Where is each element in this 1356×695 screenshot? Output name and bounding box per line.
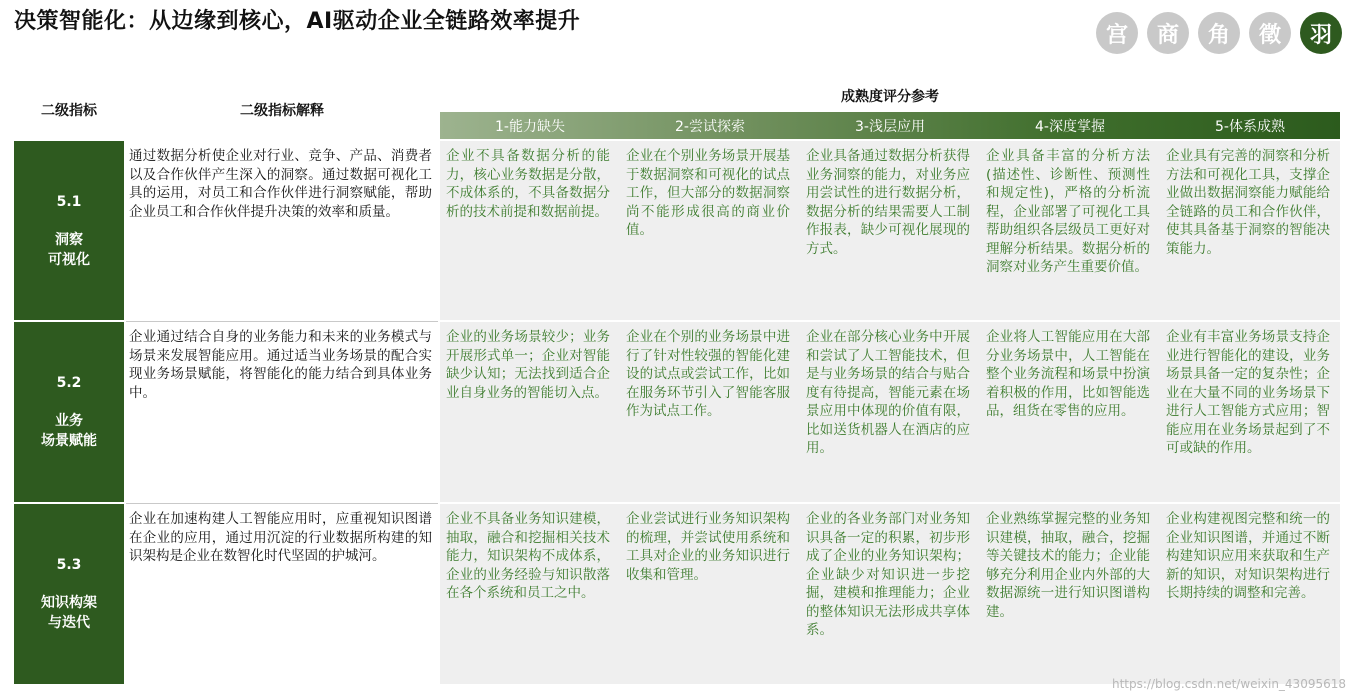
indicator-name-line1: 洞察 xyxy=(55,231,83,248)
level-2-text: 企业在个别的业务场景中进行了针对性较强的智能化建设的试点或尝试工作，比如在服务环节引入了智能客服作为试点工作。 xyxy=(626,329,790,419)
level-4-text: 企业熟练掌握完整的业务知识建模，抽取，融合，挖掘等关键技术的能力；企业能够充分利用企业内外部的大数据源统一进行知识图谱构建。 xyxy=(986,511,1150,620)
level-2-text: 企业尝试进行业务知识架构的梳理，并尝试使用系统和工具对企业的业务知识进行收集和管理。 xyxy=(626,511,790,583)
level-4-text: 企业具备丰富的分析方法(描述性、诊断性、预测性和规定性)，严格的分析流程，企业部署了可视化工具帮助组织各层级员工更好对理解分析结果。数据分析的洞察对业务产生重要价值。 xyxy=(986,148,1150,275)
indicator-code: 5.3 xyxy=(56,557,82,573)
level-3-text: 企业在部分核心业务中开展和尝试了人工智能技术，但是与业务场景的结合与贴合度有待提高，智能元素在场景应用中体现的价值有限，比如送货机器人在酒店的应用。 xyxy=(806,329,970,456)
table-row xyxy=(14,322,1340,502)
seal-row xyxy=(1096,12,1342,54)
level-1-text: 企业的业务场景较少；业务开展形式单一；企业对智能缺少认知；无法找到适合企业自身业务的智能切入点。 xyxy=(446,329,610,401)
seal-yu-icon: 羽 xyxy=(1300,12,1342,54)
indicator-code: 5.2 xyxy=(56,375,82,391)
level-3-text: 企业的各业务部门对业务知识具备一定的积累，初步形成了企业的业务知识架构；企业缺少对知识进一步挖掘，建模和推理能力；企业的整体知识无法形成共享体系。 xyxy=(806,511,970,638)
indicator-description: 企业在加速构建人工智能应用时，应重视知识图谱在企业的应用，通过用沉淀的行业数据所构建的知识架构是企业在数智化时代坚固的护城河。 xyxy=(129,511,432,564)
table-row xyxy=(14,504,1340,684)
header-secondary-indicator: 二级指标 xyxy=(41,103,97,119)
level-5-text: 企业有丰富业务场景支持企业进行智能化的建设，业务场景具备一定的复杂性；企业在大量不同的业务场景下进行人工智能方式应用；智能应用在业务场景起到了不可或缺的作用。 xyxy=(1166,329,1330,456)
seal-shang-icon: 商 xyxy=(1147,12,1189,54)
level-header-3: 3-浅层应用 xyxy=(855,118,925,135)
indicator-name-line1: 知识构架 xyxy=(41,595,97,611)
indicator-cell xyxy=(14,141,124,320)
level-3-text: 企业具备通过数据分析获得业务洞察的能力，对业务应用尝试性的进行数据分析，数据分析的结果需要人工制作报表，缺少可视化展现的方式。 xyxy=(806,148,970,257)
header-indicator-explanation: 二级指标解释 xyxy=(240,103,324,119)
maturity-level-header xyxy=(440,112,1340,139)
level-5-text: 企业构建视图完整和统一的企业知识图谱，并通过不断构建知识应用来获取和生产新的知识，对知识架构进行长期持续的调整和完善。 xyxy=(1166,511,1330,601)
level-header-4: 4-深度掌握 xyxy=(1035,118,1105,135)
watermark-url: https://blog.csdn.net/weixin_43095618 xyxy=(1111,677,1346,691)
table-row xyxy=(14,141,1340,320)
indicator-name-line2: 可视化 xyxy=(48,251,90,268)
level-cells xyxy=(440,141,1340,320)
level-header-1: 1-能力缺失 xyxy=(495,118,565,135)
level-cells xyxy=(440,322,1340,502)
indicator-cell xyxy=(14,322,124,502)
indicator-code: 5.1 xyxy=(56,193,82,210)
indicator-name-line2: 与迭代 xyxy=(48,615,90,631)
indicator-description: 通过数据分析使企业对行业、竞争、产品、消费者以及合作伙伴产生深入的洞察。通过数据可视化工具的运用，对员工和合作伙伴进行洞察赋能，帮助企业员工和合作伙伴提升决策的效率和质量。 xyxy=(129,148,432,220)
indicator-cell xyxy=(14,504,124,684)
level-1-text: 企业不具备业务知识建模，抽取，融合和挖掘相关技术能力，知识架构不成体系，企业的业务经验与知识散落在各个系统和员工之中。 xyxy=(446,511,610,601)
level-cells xyxy=(440,504,1340,684)
indicator-name-line2: 场景赋能 xyxy=(41,433,97,449)
level-header-2: 2-尝试探索 xyxy=(675,118,745,135)
page-title: 决策智能化：从边缘到核心，AI驱动企业全链路效率提升 xyxy=(14,9,581,34)
header-maturity-reference: 成熟度评分参考 xyxy=(841,89,939,105)
level-5-text: 企业具有完善的洞察和分析方法和可视化工具，支撑企业做出数据洞察能力赋能给全链路的员工和合作伙伴，使其具备基于洞察的智能决策能力。 xyxy=(1166,148,1330,257)
level-4-text: 企业将人工智能应用在大部分业务场景中，人工智能在整个业务流程和场景中扮演着积极的作用，比如智能选品，组货在零售的应用。 xyxy=(986,329,1150,419)
seal-jue-icon: 角 xyxy=(1198,12,1240,54)
indicator-description: 企业通过结合自身的业务能力和未来的业务模式与场景来发展智能应用。通过适当业务场景的配合实现业务场景赋能，将智能化的能力结合到具体业务中。 xyxy=(129,329,432,401)
level-2-text: 企业在个别业务场景开展基于数据洞察和可视化的试点工作，但大部分的数据洞察尚不能形成很高的商业价值。 xyxy=(626,148,790,238)
seal-zhi-icon: 徵 xyxy=(1249,12,1291,54)
level-1-text: 企业不具备数据分析的能力，核心业务数据是分散，不成体系的，不具备数据分析的技术前提和数据前提。 xyxy=(446,148,610,220)
indicator-name-line1: 业务 xyxy=(55,413,83,429)
level-header-5: 5-体系成熟 xyxy=(1215,118,1285,135)
seal-gong-icon: 宫 xyxy=(1096,12,1138,54)
